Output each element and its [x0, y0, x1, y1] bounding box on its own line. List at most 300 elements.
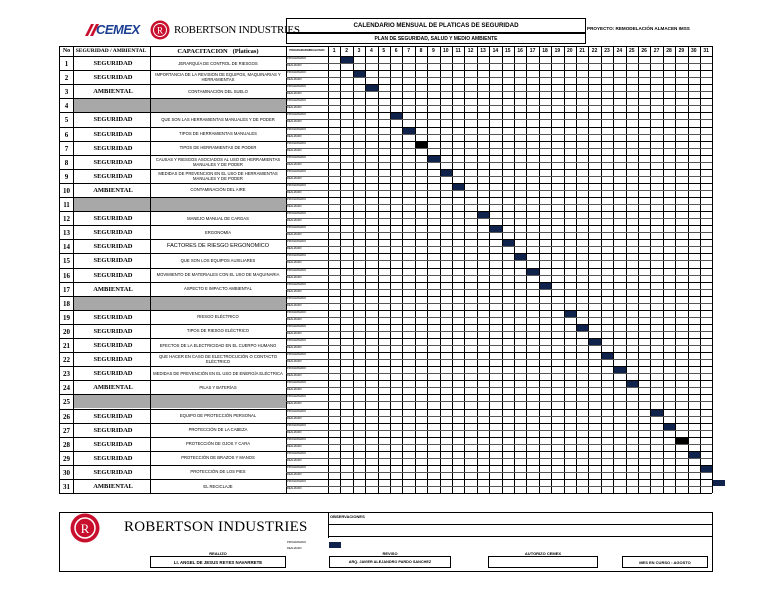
realizo-name: LI. ANGEL DE JESUS REYES NAVARRETE: [173, 560, 263, 565]
grid-vline: [464, 46, 465, 493]
row-programado: PROGRAMADO: [287, 212, 307, 216]
row-number: 3: [64, 88, 69, 97]
day-header: 4: [369, 48, 373, 54]
grid-vline: [588, 46, 589, 493]
row-topic: RIESGO ELÉCTRICO: [197, 314, 239, 320]
row-programado: PROGRAMADO: [287, 296, 307, 300]
grid-half-line: [286, 317, 712, 318]
row-programado: PROGRAMADO: [287, 437, 307, 441]
svg-text:R: R: [80, 521, 90, 536]
robertson-emblem-large-icon: [70, 513, 100, 543]
scheduled-day-fill: [441, 170, 452, 176]
row-type: SEGURIDAD: [93, 215, 133, 223]
scheduled-day-fill: [627, 381, 638, 387]
row-number: 8: [64, 158, 69, 167]
day-header: 13: [480, 48, 486, 54]
grid-half-line: [286, 289, 712, 290]
row-topic: ASPECTO E IMPACTO AMBIENTAL: [183, 286, 253, 292]
row-number: 12: [63, 215, 70, 224]
row-number: 29: [63, 454, 70, 463]
row-type: SEGURIDAD: [93, 74, 133, 82]
obs-line: [328, 524, 712, 525]
realizo-label: REALIZO: [209, 551, 227, 556]
row-topic: ERGONOMÍA: [204, 229, 232, 235]
day-header: 26: [641, 48, 647, 54]
day-header: 7: [407, 48, 410, 54]
grid-vline: [415, 46, 416, 493]
grid-half-line: [286, 359, 712, 360]
svg-text:R: R: [156, 25, 164, 36]
grid-half-line: [286, 105, 712, 106]
day-header: 15: [505, 48, 511, 54]
row-realizado: REALIZADO: [287, 205, 302, 208]
row-realizado: REALIZADO: [287, 120, 302, 124]
row-realizado: REALIZADO: [287, 458, 302, 462]
scheduled-day-fill: [478, 212, 489, 218]
row-realizado: REALIZADO: [287, 190, 302, 194]
row-number: 22: [63, 356, 70, 365]
row-programado: PROGRAMADO: [287, 310, 307, 314]
day-header: 17: [529, 48, 536, 54]
robertson-logo-text-bottom: ROBERTSON INDUSTRIES: [124, 519, 308, 535]
grid-vline: [601, 46, 602, 493]
row-type: AMBIENTAL: [93, 384, 133, 392]
col-type-header: SEGURIDAD / AMBIENTAL: [75, 48, 147, 54]
row-topic: EFECTOS DE LA ELECTRICIDAD EN EL CUERPO HUMANO: [159, 342, 277, 348]
row-realizado: REALIZADO: [287, 78, 302, 82]
legend-realizado: REALIZADO: [287, 547, 302, 550]
row-realizado: REALIZADO: [287, 346, 302, 349]
scheduled-day-fill: [366, 85, 377, 91]
day-header: 21: [579, 48, 585, 54]
row-realizado: REALIZADO: [287, 388, 302, 392]
row-realizado: REALIZADO: [287, 233, 302, 237]
row-realizado: REALIZADO: [287, 374, 302, 378]
row-number: 18: [63, 299, 70, 308]
day-header: 20: [567, 48, 573, 54]
cemex-logo-text: CEMEX: [96, 22, 140, 37]
row-programado: PROGRAMADO: [287, 423, 307, 427]
grid-half-line: [286, 345, 712, 346]
grid-vline: [378, 46, 379, 493]
project-label: PROYECTO: REMODELACIÓN ALMACEN IMSS: [587, 26, 690, 31]
row-number: 23: [63, 370, 70, 379]
row-type: SEGURIDAD: [93, 313, 133, 321]
row-programado: PROGRAMADO: [287, 324, 307, 328]
reviso-label: REVISO: [382, 551, 398, 556]
grid-half-line: [286, 331, 712, 332]
row-type: SEGURIDAD: [93, 426, 133, 434]
empty-row-shade: [73, 296, 286, 310]
grid-half-line: [286, 486, 712, 487]
row-programado: PROGRAMADO: [287, 71, 307, 75]
row-type: SEGURIDAD: [93, 243, 133, 251]
row-topic: QUE HACER EN CASO DE ELECTROCUCIÓN O CONTACTO ELÉCTRICO: [158, 354, 278, 365]
row-number: 31: [63, 483, 70, 491]
scheduled-day-fill: [341, 57, 352, 63]
grid-vline: [700, 46, 701, 493]
row-programado: PROGRAMADO: [287, 465, 307, 469]
grid-half-line: [286, 119, 712, 120]
row-programado: PROGRAMADO: [287, 141, 307, 145]
row-realizado: REALIZADO: [287, 176, 302, 180]
grid-half-line: [286, 63, 712, 64]
scheduled-day-fill: [403, 128, 414, 134]
row-number: 27: [63, 426, 70, 435]
row-programado: PROGRAMADO: [287, 353, 307, 357]
row-topic: IMPORTANCIA DE LA REVISION DE EQUIPOS, MAQUINARIAS Y HERRAMIENTAS: [155, 72, 281, 83]
grid-half-line: [286, 303, 712, 304]
grid-vline: [650, 46, 651, 493]
grid-vline: [477, 46, 478, 493]
row-topic: EL RECICLAJE: [203, 483, 233, 489]
row-realizado: REALIZADO: [287, 261, 302, 265]
row-topic: EQUIPO DE PROTECCIÓN PERSONAL: [179, 413, 257, 419]
row-type: SEGURIDAD: [93, 327, 133, 335]
row-programado: PROGRAMADO: [287, 127, 307, 131]
scheduled-day-fill: [701, 466, 712, 472]
scheduled-day-fill: [540, 283, 551, 289]
row-programado: PROGRAMADO: [287, 480, 307, 483]
row-number: 9: [64, 172, 69, 181]
grid-vline: [440, 46, 441, 493]
grid-vline: [452, 46, 453, 493]
day-header: 25: [629, 48, 635, 54]
row-type: SEGURIDAD: [93, 440, 133, 448]
row-programado: PROGRAMADO: [287, 155, 307, 159]
row-programado: PROGRAMADO: [287, 381, 307, 385]
obs-line: [328, 536, 712, 537]
row-realizado: REALIZADO: [287, 247, 302, 251]
row-topic: TIPOS DE RIESGO ELÉCTRICO: [186, 328, 250, 334]
col-status-header: PROGRAMADO/REALIZADO: [289, 49, 325, 52]
grid-hline: [59, 296, 712, 297]
day-header: 28: [666, 48, 672, 54]
legend-fill-swatch: [329, 542, 341, 548]
grid-vline: [340, 46, 341, 493]
row-programado: PROGRAMADO: [287, 268, 307, 272]
scheduled-day-fill: [503, 240, 514, 246]
row-type: SEGURIDAD: [93, 229, 133, 237]
row-topic: MANEJO MANUAL DE CARGAS: [187, 215, 249, 221]
row-topic: PROTECCIÓN DE OJOS Y CARA: [185, 441, 251, 447]
row-number: 28: [63, 440, 70, 449]
row-number: 26: [63, 412, 70, 421]
scheduled-day-fill: [577, 325, 588, 331]
cemex-logo: [82, 22, 142, 38]
row-programado: PROGRAMADO: [287, 339, 307, 342]
day-header: 27: [653, 48, 660, 54]
legend-programado: PROGRAMADO: [287, 541, 307, 544]
robertson-logo-bottom: [70, 513, 320, 543]
row-type: SEGURIDAD: [93, 144, 133, 152]
robertson-emblem-icon: [150, 20, 170, 40]
row-type: SEGURIDAD: [93, 342, 133, 349]
grid-vline: [551, 46, 552, 493]
grid-vline: [502, 46, 503, 493]
row-programado: PROGRAMADO: [287, 99, 307, 103]
grid-vline: [514, 46, 515, 493]
day-header: 18: [542, 48, 548, 54]
row-realizado: REALIZADO: [287, 402, 302, 406]
day-header: 19: [554, 48, 561, 54]
grid-half-line: [286, 162, 712, 163]
row-programado: PROGRAMADO: [287, 367, 307, 371]
row-programado: PROGRAMADO: [287, 85, 307, 89]
row-programado: PROGRAMADO: [287, 451, 307, 455]
row-programado: PROGRAMADO: [287, 198, 307, 201]
row-topic: CONTAMINACIÓN DEL AIRE: [190, 187, 246, 193]
row-number: 25: [63, 398, 70, 407]
row-realizado: REALIZADO: [287, 331, 302, 335]
row-topic: TIPOS DE HERRAMIENTAS DE PODER: [179, 145, 257, 151]
row-realizado: REALIZADO: [287, 303, 302, 307]
row-type: SEGURIDAD: [93, 468, 133, 476]
row-number: 5: [64, 116, 69, 125]
day-header: 14: [492, 48, 499, 54]
row-topic: JERARQUÍA DE CONTROL DE RIESGOS: [178, 60, 258, 66]
row-number: 20: [63, 327, 70, 336]
day-header: 12: [467, 48, 474, 54]
scheduled-day-fill: [651, 410, 662, 416]
row-realizado: REALIZADO: [287, 219, 302, 223]
row-topic: CONTAMINACIÓN DEL SUELO: [188, 88, 248, 94]
plan-label: PLAN DE SEGURIDAD, SALUD Y MEDIO AMBIENTE: [374, 36, 498, 42]
row-programado: PROGRAMADO: [287, 226, 307, 230]
grid-hline: [59, 46, 712, 47]
row-topic: PROTECCIÓN DE LOS PIES: [190, 469, 246, 475]
day-header: 30: [691, 48, 697, 54]
grid-half-line: [286, 472, 712, 473]
row-realizado: REALIZADO: [287, 487, 302, 490]
row-programado: PROGRAMADO: [287, 254, 307, 258]
row-realizado: REALIZADO: [287, 64, 302, 67]
row-realizado: REALIZADO: [287, 416, 302, 420]
grid-vline: [564, 46, 565, 493]
grid-half-line: [286, 148, 712, 149]
row-programado: PROGRAMADO: [287, 282, 307, 286]
row-number: 17: [63, 285, 70, 294]
day-header: 5: [382, 48, 386, 54]
row-programado: PROGRAMADO: [287, 240, 307, 244]
row-topic: TIPOS DE HERRAMIENTAS MANUALES: [179, 131, 257, 137]
empty-row-shade: [73, 197, 286, 211]
scheduled-day-fill: [589, 339, 600, 345]
row-number: 2: [64, 74, 69, 83]
row-topic: MOVIMIENTO DE MATERIALES CON EL USO DE MAQUINARIA: [156, 272, 280, 278]
row-realizado: REALIZADO: [287, 472, 302, 476]
grid-half-line: [286, 190, 712, 191]
grid-half-line: [286, 260, 712, 261]
row-realizado: REALIZADO: [287, 106, 302, 110]
row-number: 16: [63, 271, 70, 280]
row-type: SEGURIDAD: [93, 158, 133, 166]
grid-half-line: [286, 373, 712, 374]
scheduled-day-fill: [565, 311, 576, 317]
grid-vline: [688, 46, 689, 493]
day-header: 10: [443, 48, 449, 54]
row-realizado: REALIZADO: [287, 360, 302, 364]
obs-vline: [328, 512, 329, 538]
row-number: 21: [63, 342, 70, 350]
row-type: SEGURIDAD: [93, 130, 133, 138]
row-realizado: REALIZADO: [287, 317, 302, 321]
col-no-header: No: [62, 48, 71, 54]
grid-vline: [613, 46, 614, 493]
row-realizado: REALIZADO: [287, 444, 302, 448]
scheduled-day-fill: [614, 367, 625, 373]
row-topic: CAUSAS Y RIESGOS ASOCIADOS AL USO DE HERRAMIENTAS MANUALES Y DE PODER: [155, 156, 281, 167]
row-realizado: REALIZADO: [287, 92, 302, 96]
grid-vline: [576, 46, 577, 493]
row-number: 19: [63, 313, 70, 322]
reviso-name: ARQ. JAVIER ALEJANDRO PARDO SANCHEZ: [348, 560, 432, 564]
row-number: 30: [63, 468, 70, 477]
row-topic: MEDIDAS DE PREVENCION EN EL USO DE HERRAMIENTAS MANUALES Y DE PODER: [158, 170, 278, 181]
grid-vline: [328, 46, 329, 493]
observaciones-label: OBSERVACIONES: [330, 514, 365, 519]
row-realizado: REALIZADO: [287, 148, 302, 152]
row-number: 6: [64, 130, 69, 139]
scheduled-day-fill: [676, 438, 687, 444]
grid-half-line: [286, 430, 712, 431]
calendar-title: CALENDARIO MENSUAL DE PLATICAS DE SEGURIDAD: [353, 22, 519, 29]
row-type: SEGURIDAD: [93, 271, 133, 279]
grid-vline: [712, 46, 713, 493]
grid-half-line: [286, 458, 712, 459]
row-type: SEGURIDAD: [93, 454, 133, 462]
row-topic: PROTECCIÓN DE LA CABEZA: [188, 427, 248, 433]
scheduled-day-fill: [713, 480, 724, 486]
scheduled-day-fill: [664, 424, 675, 430]
robertson-logo-text: ROBERTSON INDUSTRIES: [174, 24, 300, 36]
row-topic: PROTECCIÓN DE BRAZOS Y MANOS: [181, 455, 255, 461]
grid-vline: [365, 46, 366, 493]
day-header: 2: [345, 48, 348, 54]
day-header: 8: [419, 48, 423, 54]
row-type: SEGURIDAD: [93, 172, 133, 180]
row-programado: PROGRAMADO: [287, 395, 307, 399]
day-header: 16: [517, 48, 523, 54]
scheduled-day-fill: [416, 142, 427, 148]
row-number: 15: [63, 257, 70, 266]
row-realizado: REALIZADO: [287, 289, 302, 293]
autorizo-box: [488, 556, 598, 568]
row-programado: PROGRAMADO: [287, 57, 307, 60]
empty-row-shade: [73, 98, 286, 112]
row-type: SEGURIDAD: [93, 412, 133, 420]
grid-half-line: [286, 91, 712, 92]
day-header: 24: [616, 48, 623, 54]
row-type: AMBIENTAL: [93, 88, 133, 96]
row-realizado: REALIZADO: [287, 134, 302, 138]
grid-half-line: [286, 275, 712, 276]
grid-half-line: [286, 134, 712, 135]
row-realizado: REALIZADO: [287, 162, 302, 166]
grid-half-line: [286, 387, 712, 388]
row-topic: MEDIDAS DE PREVENCIÓN EN EL USO DE ENERGÍA ELÉCTRICA: [153, 370, 283, 376]
scheduled-day-fill: [527, 269, 538, 275]
grid-vline: [626, 46, 627, 493]
day-header: 22: [591, 48, 598, 54]
grid-vline: [427, 46, 428, 493]
grid-hline: [59, 493, 712, 494]
grid-hline: [59, 197, 712, 198]
row-programado: PROGRAMADO: [287, 409, 307, 413]
scheduled-day-fill: [490, 226, 501, 232]
row-realizado: REALIZADO: [287, 430, 302, 434]
grid-half-line: [286, 218, 712, 219]
scheduled-day-fill: [602, 353, 613, 359]
autorizo-label: AUTORIZO CEMEX: [524, 551, 562, 556]
row-number: 13: [63, 229, 70, 238]
scheduled-day-fill: [689, 452, 700, 458]
row-topic: QUE SON LOS EQUIPOS AUXILIARES: [180, 257, 256, 263]
row-topic: QUE SON LAS HERRAMIENTAS MANUALES Y DE PODER: [161, 116, 275, 122]
row-type: AMBIENTAL: [93, 483, 133, 490]
row-type: SEGURIDAD: [93, 356, 133, 364]
grid-half-line: [286, 204, 712, 205]
day-header: 31: [703, 48, 709, 54]
row-number: 11: [63, 201, 70, 209]
row-number: 24: [63, 384, 70, 393]
day-header: 3: [357, 48, 361, 54]
row-type: SEGURIDAD: [93, 116, 133, 124]
day-header: 1: [332, 48, 336, 54]
grid-half-line: [286, 416, 712, 417]
row-programado: PROGRAMADO: [287, 113, 307, 117]
month-label: MES EN CURSO : AGOSTO: [639, 560, 691, 565]
row-number: 10: [63, 186, 70, 195]
row-number: 1: [64, 60, 69, 68]
col-topic-header: CAPACITACION (Platicas): [177, 48, 259, 55]
day-header: 23: [604, 48, 610, 54]
day-header: 29: [678, 48, 685, 54]
row-type: SEGURIDAD: [93, 370, 133, 378]
row-type: AMBIENTAL: [93, 186, 133, 194]
grid-half-line: [286, 176, 712, 177]
row-topic: FACTORES DE RIESGO ERGONOMICO: [167, 242, 269, 249]
day-header: 9: [431, 48, 435, 54]
row-number: 14: [63, 243, 70, 252]
row-number: 4: [64, 102, 69, 111]
scheduled-day-fill: [515, 254, 526, 260]
scheduled-day-fill: [391, 113, 402, 119]
scheduled-day-fill: [428, 156, 439, 162]
grid-half-line: [286, 246, 712, 247]
robertson-logo-top: [150, 20, 300, 42]
grid-vline: [638, 46, 639, 493]
day-header: 6: [394, 48, 398, 54]
scheduled-day-fill: [453, 184, 464, 190]
row-type: AMBIENTAL: [93, 285, 133, 293]
row-programado: PROGRAMADO: [287, 183, 307, 187]
grid-vline: [353, 46, 354, 493]
empty-row-shade: [73, 394, 286, 408]
row-topic: PILAS Y BATERÍAS: [199, 384, 237, 390]
grid-half-line: [286, 401, 712, 402]
grid-half-line: [286, 444, 712, 445]
row-type: SEGURIDAD: [93, 60, 133, 67]
row-number: 7: [64, 144, 69, 153]
grid-vline: [489, 46, 490, 493]
row-realizado: REALIZADO: [287, 275, 302, 279]
day-header: 11: [455, 48, 461, 54]
grid-half-line: [286, 77, 712, 78]
row-type: SEGURIDAD: [93, 257, 133, 265]
scheduled-day-fill: [354, 71, 365, 77]
grid-vline: [539, 46, 540, 493]
